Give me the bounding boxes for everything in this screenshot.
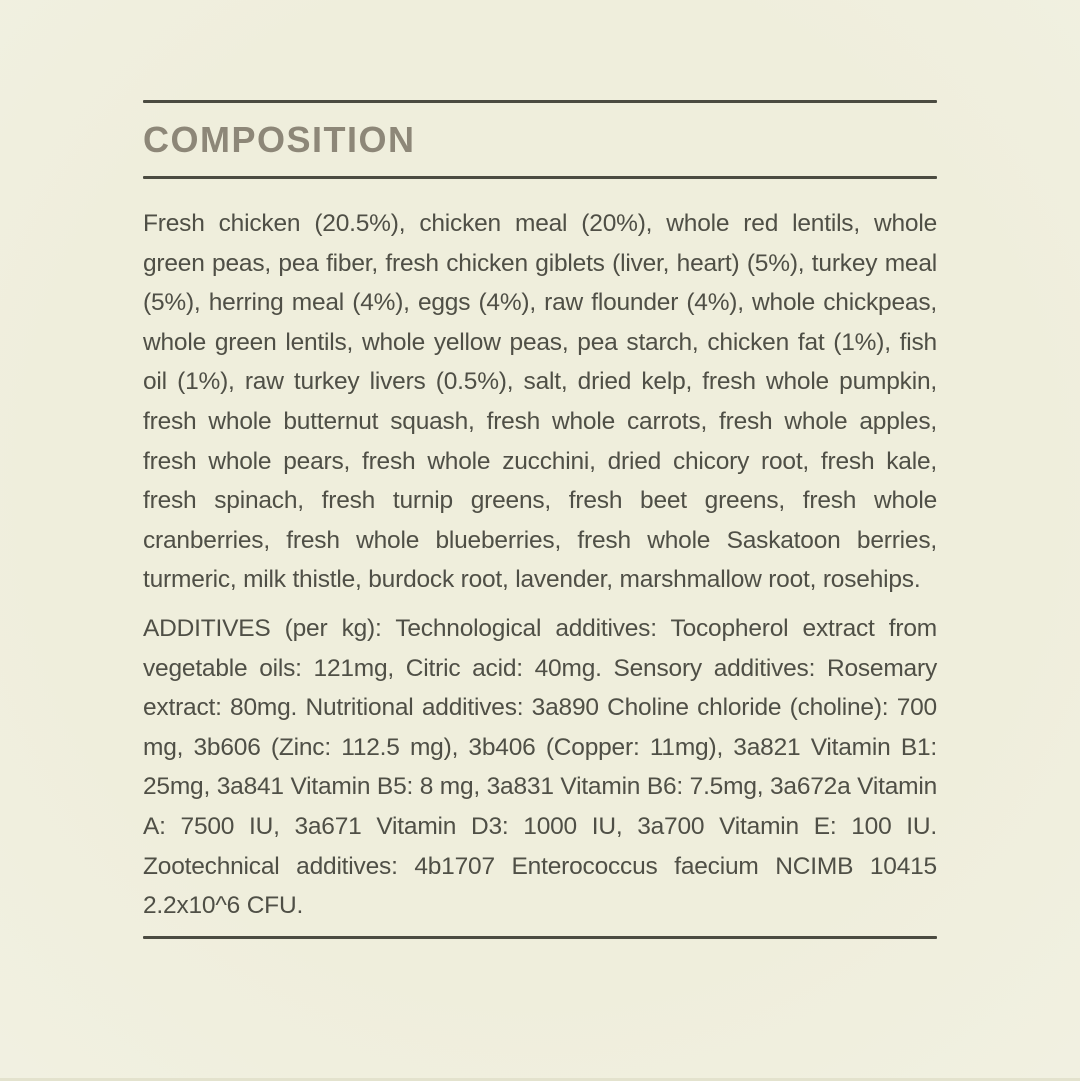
title-divider (143, 176, 937, 179)
composition-text: Fresh chicken (20.5%), chicken meal (20%), whole red lentils, whole green peas, pea fiber, fresh chicken giblets (liver, heart) (5%), turkey meal (5%), herring meal (4%), eggs (4%), raw flounder (4%), whole chickpeas, whole green lentils, whole yellow peas, pea starch, chicken fat (1%), fish oil (1%), raw turkey livers (0.5%), salt, dried kelp, fresh whole pumpkin, fresh whole butternut squash, fresh whole carrots, fresh whole apples, fresh whole pears, fresh whole zucchini, dried chicory root, fresh kale, fresh spinach, fresh turnip greens, fresh beet greens, fresh whole cranberries, fresh whole blueberries, fresh whole Saskatoon berries, turmeric, milk thistle, burdock root, lavender, marshmallow root, rosehips. (143, 210, 937, 594)
additives-text: ADDITIVES (per kg): Technological additives: Tocopherol extract from vegetable oils: 121mg, Citric acid: 40mg. Sensory additives: Rosemary extract: 80mg. Nutritional additives: 3a890 Choline chloride (choline): 700 mg, 3b606 (Zinc: 112.5 mg), 3b406 (Copper: 11mg), 3a821 Vitamin B1: 25mg, 3a841 Vitamin B5: 8 mg, 3a831 Vitamin B6: 7.5mg, 3a672a Vitamin A: 7500 IU, 3a671 Vitamin D3: 1000 IU, 3a700 Vitamin E: 100 IU. Zootechnical additives: 4b1707 Enterococcus faecium NCIMB 10415 2.2x10^6 CFU. (143, 614, 937, 920)
bottom-divider (143, 936, 937, 939)
label-panel (143, 0, 937, 939)
section-title: COMPOSITION (143, 118, 416, 160)
